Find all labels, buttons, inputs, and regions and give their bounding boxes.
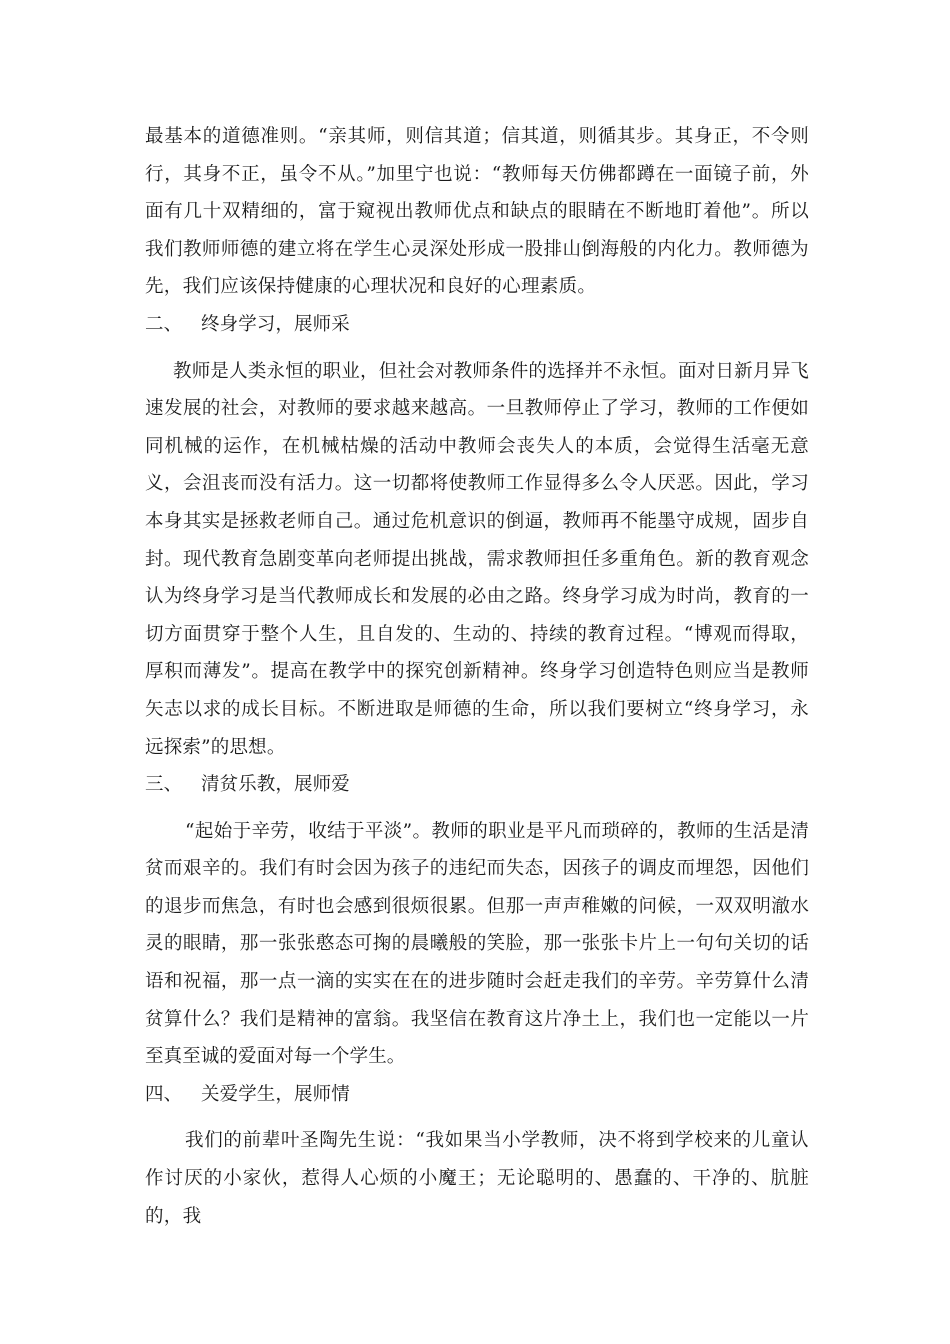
section-body-2: 教师是人类永恒的职业，但社会对教师条件的选择并不永恒。面对日新月异飞速发展的社会，对教师的要求越来越高。一旦教师停止了学习，教师的工作便如同机械的运作，在机械枯燥的活动中教师会丧失人的本质，会觉得生活毫无意义，会沮丧而没有活力。这一切都将使教师工作显得多么令人厌恶。因此，学习本身其实是拯救老师自己。通过危机意识的倒逼，教师再不能墨守成规，固步自封。现代教育急剧变革向老师提出挑战，需求教师担任多重角色。新的教育观念认为终身学习是当代教师成长和发展的必由之路。终身学习成为时尚，教育的一切方面贯穿于整个人生，且自发的、生动的、持续的教育过程。“博观而得取，厚积而薄发”。提高在教学中的探究创新精神。终身学习创造特色则应当是教师矢志以求的成长目标。不断进取是师德的生命，所以我们要树立“终身学习，永远探索”的思想。 <box>145 360 809 758</box>
section-heading-2 <box>145 306 809 344</box>
intro-paragraph: 最基本的道德准则。“亲其师，则信其道；信其道，则循其步。其身正，不令则行，其身不正，虽令不从。”加里宁也说：“教师每天仿佛都蹲在一面镜子前，外面有几十双精细的，富于窥视出教师优点和缺点的眼睛在不断地盯着他”。所以我们教师师德的建立将在学生心灵深处形成一股排山倒海般的内化力。教师德为先，我们应该保持健康的心理状况和良好的心理素质。 <box>145 126 809 298</box>
section-body-4: 我们的前辈叶圣陶先生说：“我如果当小学教师，决不将到学校来的儿童认作讨厌的小家伙，惹得人心烦的小魔王；无论聪明的、愚蠢的、干净的、肮脏的，我 <box>145 1130 809 1227</box>
section-body-3: “起始于辛劳，收结于平淡”。教师的职业是平凡而琐碎的，教师的生活是清贫而艰辛的。我们有时会因为孩子的违纪而失态，因孩子的调皮而埋怨，因他们的退步而焦急，有时也会感到很烦很累。但那一声声稚嫩的问候，一双双明澈水灵的眼睛，那一张张憨态可掬的晨曦般的笑脸，那一张张卡片上一句句关切的话语和祝福，那一点一滴的实实在在的进步随时会赶走我们的辛劳。辛劳算什么清贫算什么？我们是精神的富翁。我坚信在教育这片净土上，我们也一定能以一片至真至诚的爱面对每一个学生。 <box>145 820 809 1068</box>
section-number: 二、 <box>145 313 183 335</box>
section-title: 关爱学生，展师情 <box>201 1083 350 1105</box>
section-title: 终身学习，展师采 <box>201 313 350 335</box>
section-number: 三、 <box>145 774 183 796</box>
section-heading-3 <box>145 766 809 804</box>
document-body <box>145 118 809 1235</box>
section-number: 四、 <box>145 1083 183 1105</box>
section-title: 清贫乐教，展师爱 <box>201 774 350 796</box>
section-heading-4 <box>145 1076 809 1114</box>
